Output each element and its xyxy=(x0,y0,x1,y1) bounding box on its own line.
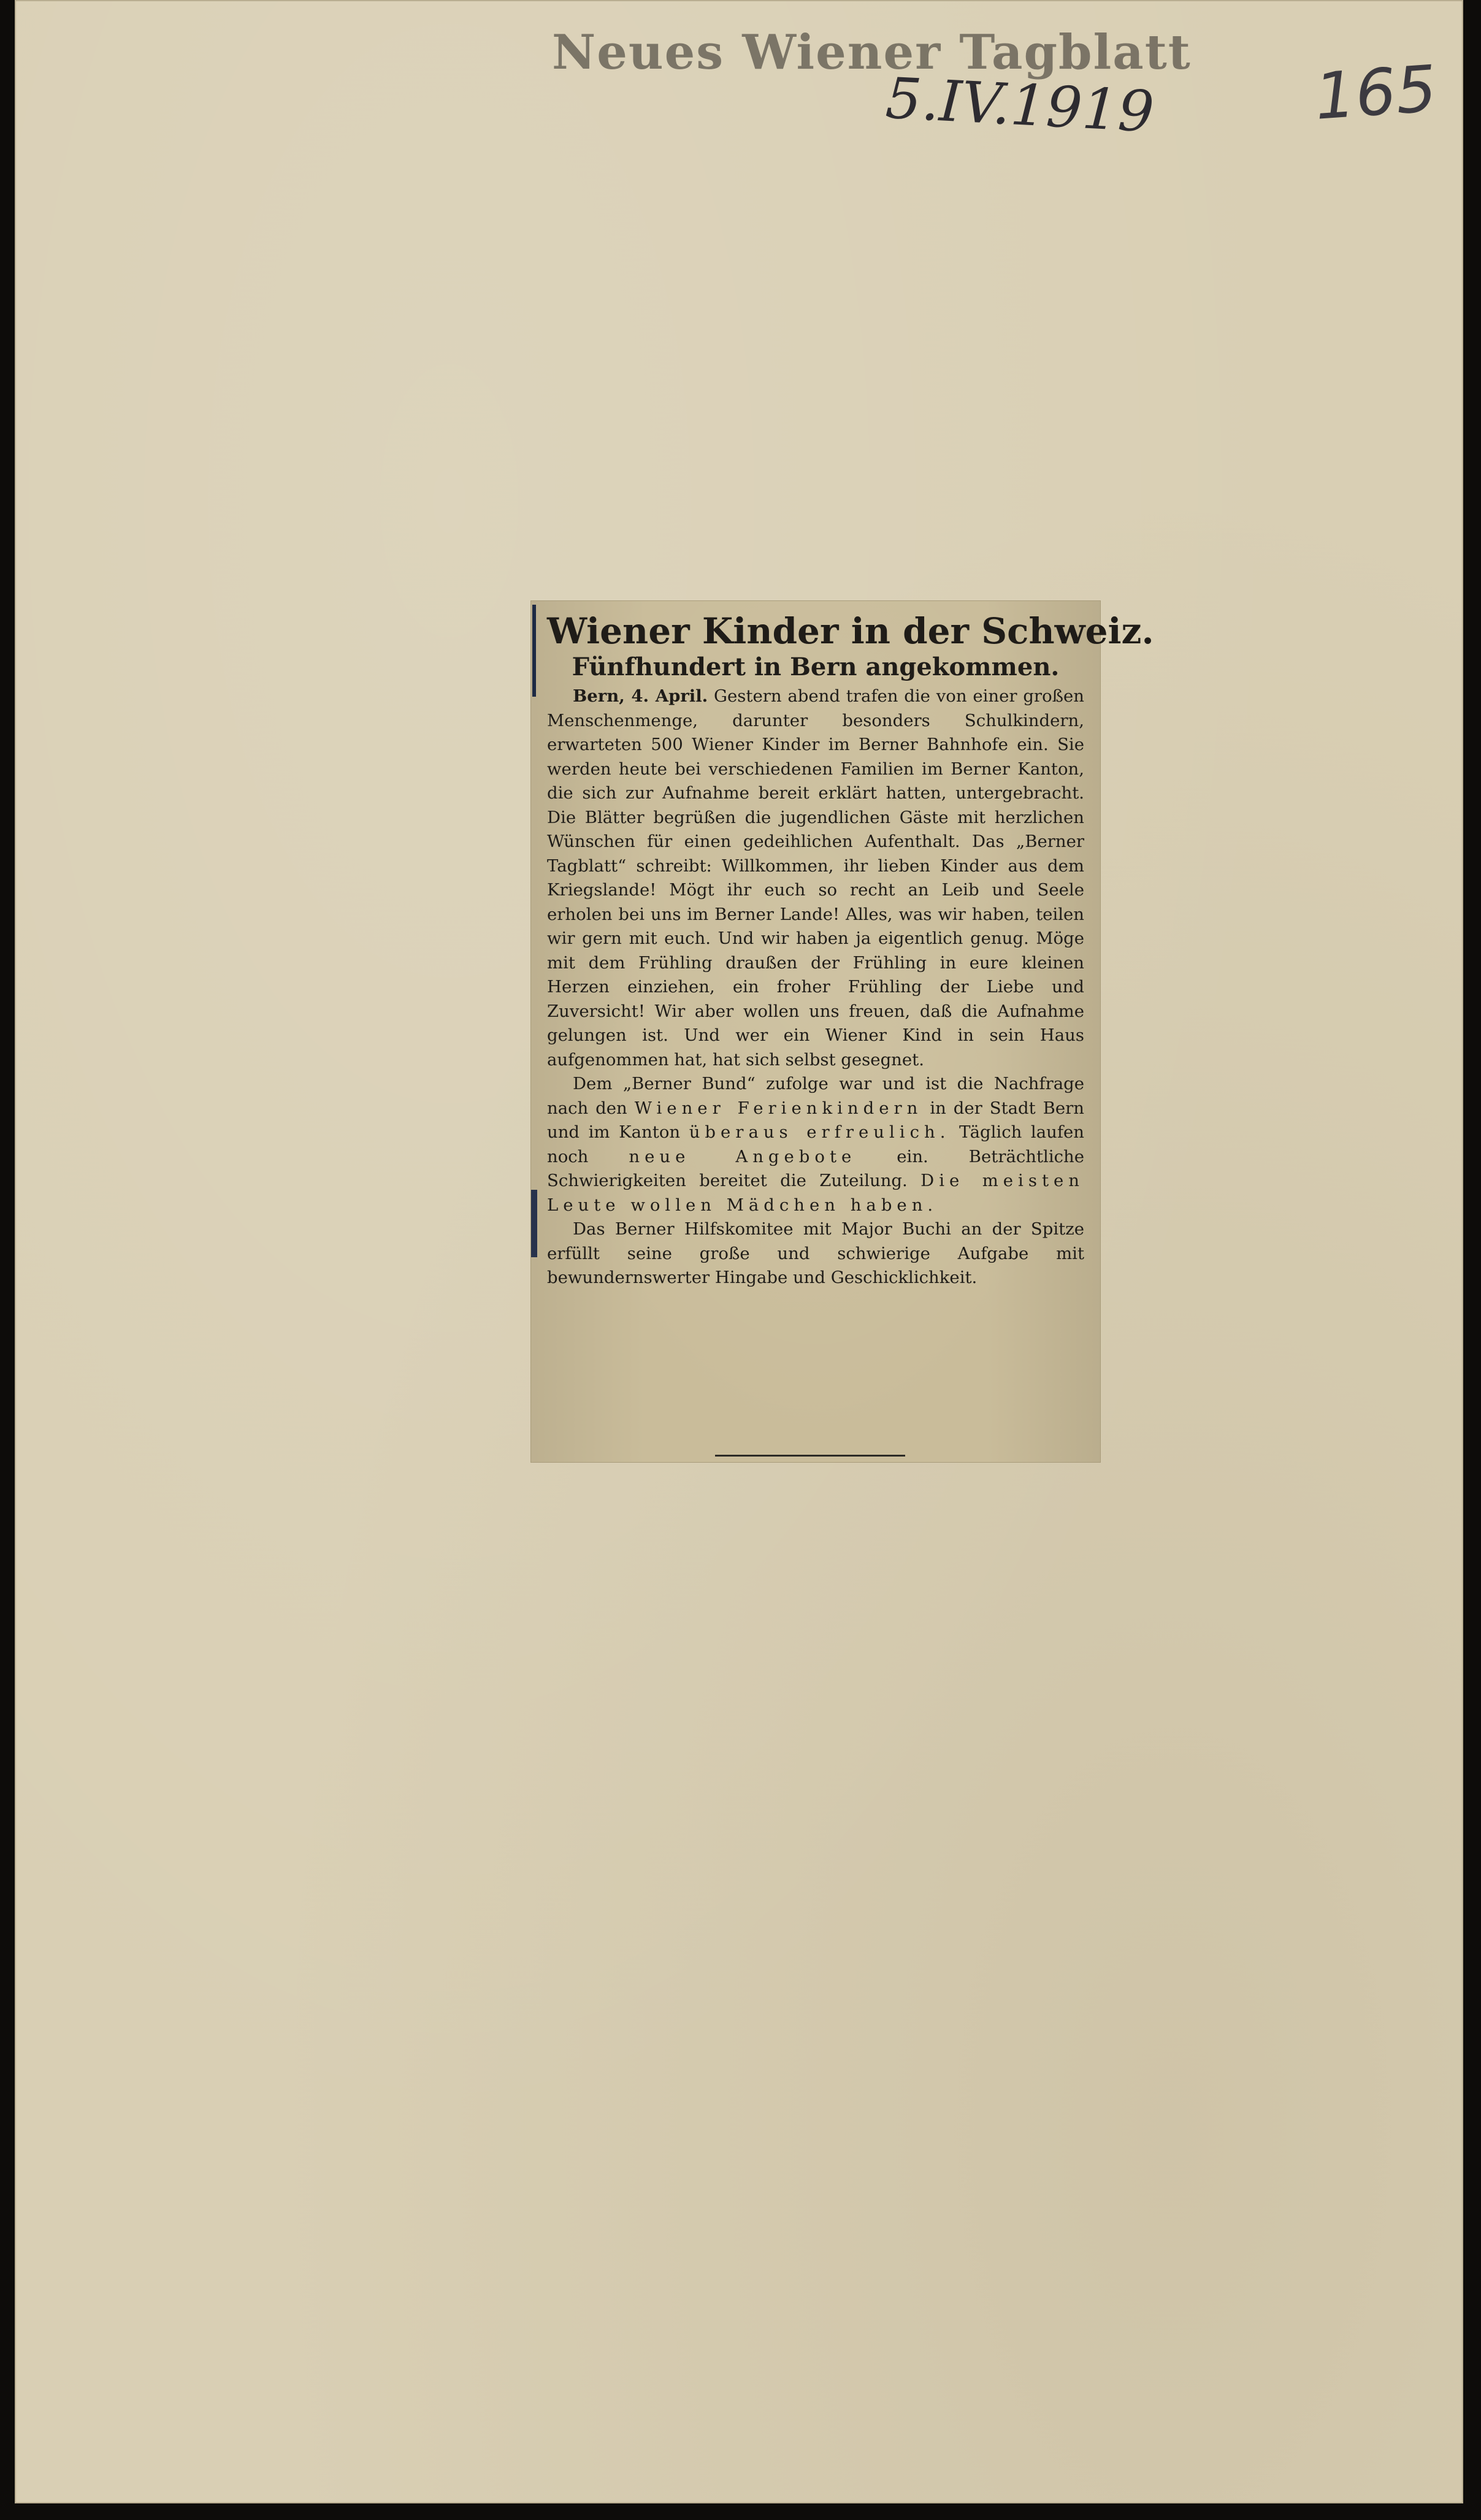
paragraph-1-text: Gestern abend trafen die von einer großen Menschenmenge, darunter besonders Schulkindern, erwarteten 500 Wiener Kinder im Berner Bahnhofe ein. Sie werden heute bei verschiedenen Familien im Berner Kanton, die sich zur Aufnahme bereit erklärt hatten, untergebracht. Die Blätter begrüßen die jugendlichen Gäste mit herzlichen Wünschen für einen gedeihlichen Aufenthalt. Das „Berner Tagblatt“ schreibt: Willkommen, ihr lieben Kinder aus dem Kriegslande! Mögt ihr euch so recht an Leib und Seele erholen bei uns im Berner Lande! Alles, was wir haben, teilen wir gern mit euch. Und wir haben ja eigentlich genug. Möge mit dem Frühling draußen der Frühling in eure kleinen Herzen einziehen, ein froher Frühling der Liebe und Zuversicht! Wir aber wollen uns freuen, daß die Aufnahme gelungen ist. Und wer ein Wiener Kind in sein Haus aufgenommen hat, hat sich selbst gesegnet. xyxy=(547,686,1084,1070)
handwritten-date: 5.IV.1919 xyxy=(884,65,1156,145)
paragraph-2-part-a: Dem „Berner Bund“ zufolge war und ist die Nachfrage nach den xyxy=(547,1074,1084,1118)
newspaper-stamp: Neues Wiener Tagblatt xyxy=(552,25,1192,80)
archive-sheet xyxy=(15,0,1463,2503)
paragraph-2-emphasis-a: Wiener Ferienkindern xyxy=(634,1098,923,1118)
paragraph-2-part-e: Täglich laufen noch xyxy=(547,1122,1084,1166)
closing-rule xyxy=(715,1455,905,1457)
paragraph-2-part-g: ein. Beträchtliche Schwierigkeiten bereitet die Zuteilung. xyxy=(547,1146,1084,1190)
paragraph-2-emphasis-c: neue Angebote xyxy=(629,1146,857,1166)
dateline: Bern, 4. April. xyxy=(573,686,708,706)
article-subheadline: Fünfhundert in Bern angekommen. xyxy=(572,653,1060,681)
article-paragraph-1 xyxy=(547,684,1084,1072)
page-number: 165 xyxy=(1312,51,1439,134)
article-paragraph-3: Das Berner Hilfskomitee mit Major Buchi an der Spitze erfüllt seine große und schwierige Aufgabe mit bewundernswerter Hingabe und Geschicklichkeit. xyxy=(547,1219,1084,1287)
article-headline: Wiener Kinder in der Schweiz. xyxy=(547,610,1154,652)
newspaper-clipping xyxy=(531,601,1154,1462)
clipping-margin-mark xyxy=(531,1190,537,1257)
paragraph-2-part-c: in der Stadt Bern und im Kanton xyxy=(547,1098,1084,1142)
article-paragraph-2 xyxy=(547,1072,1084,1217)
paragraph-2-emphasis-b: überaus erfreulich. xyxy=(689,1122,951,1142)
clipping-edge-mark xyxy=(532,605,536,697)
paragraph-2-emphasis-d: Die meisten Leute wollen Mädchen haben. xyxy=(547,1171,1084,1215)
